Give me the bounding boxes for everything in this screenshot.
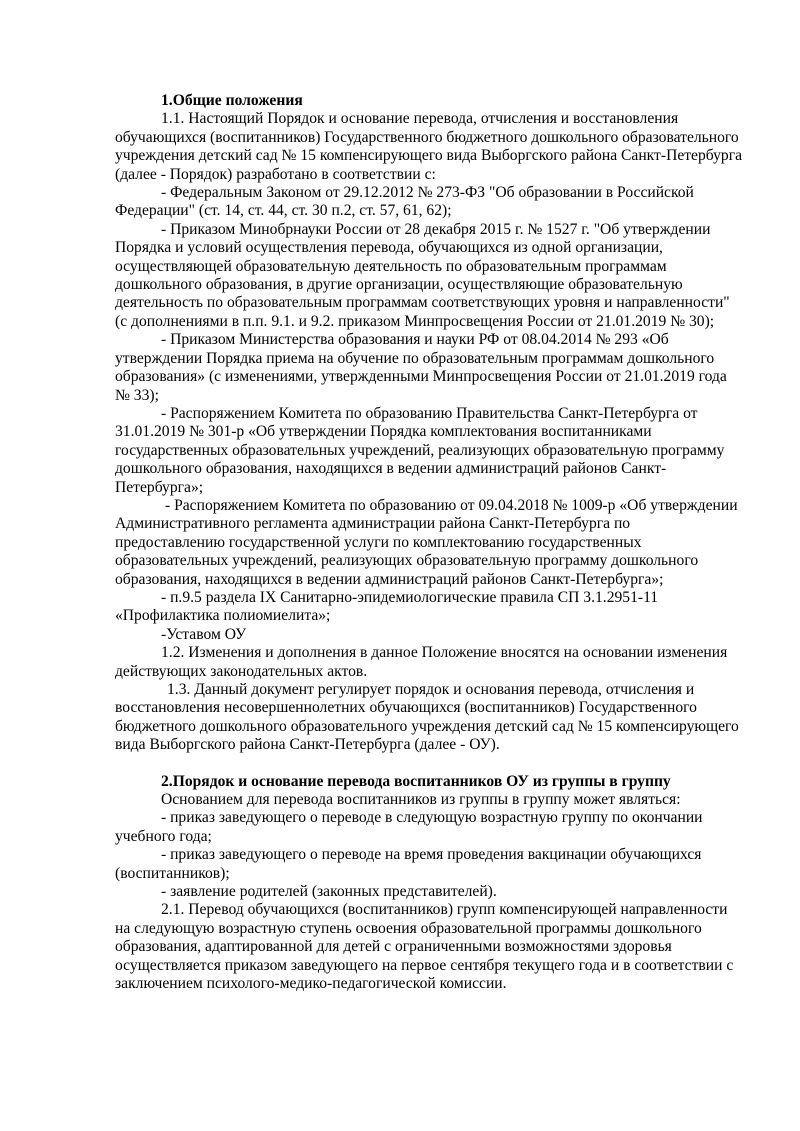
list-item-parent-application: - заявление родителей (законных представителей). (161, 883, 497, 901)
list-item-ministry-order: - Приказом Министерства образования и науки РФ от 08.04.2014 № 293 «Об утверждении Порядка приема на обучение по образовательным программам дошкольного образования» (с изменениями, утвержденными Минпросвещения России от 21.01.2019 года № 33); (115, 331, 727, 404)
list-item-sanitary-rules: - п.9.5 раздела IX Санитарно-эпидемиологические правила СП 3.1.2951-11 «Профилактика полиомиелита»; (115, 588, 659, 625)
section-2-intro: Основанием для перевода воспитанников из группы в группу может являться: (161, 791, 681, 809)
paragraph-1-2: 1.2. Изменения и дополнения в данное Положение вносятся на основании изменения действующих законодательных актов. (115, 644, 728, 680)
section-2-heading: 2.Порядок и основание перевода воспитанников ОУ из группы в группу (161, 772, 671, 790)
paragraph-1-3: 1.3. Данный документ регулирует порядок и основания перевода, отчисления и восстановления несовершеннолетних обучающихся (воспитанников) Государственного бюджетного дошкольного образовательного учреждения детский сад № 15 компенсирующего вида Выборгского района Санкт-Петербурга (далее - ОУ). (115, 681, 739, 754)
list-item-committee-order-301: - Распоряжением Комитета по образованию Правительства Санкт-Петербурга от 31.01.2019 № 301-р «Об утверждении Порядка комплектования воспитанниками государственных образовательных учреждений, реализующих образовательную программу дошкольного образования, находящихся в ведении администраций районов Санкт-Петербурга»; (115, 404, 725, 496)
list-item-federal-law: - Федеральным Законом от 29.12.2012 № 273-ФЗ "Об образовании в Российской Федерации" (ст. 14, ст. 44, ст. 30 п.2, ст. 57, 61, 62); (115, 184, 694, 220)
section-1-heading: 1.Общие положения (161, 92, 303, 109)
paragraph-1-1: 1.1. Настоящий Порядок и основание перевода, отчисления и восстановления обучающихся (воспитанников) Государственного бюджетного дошкольного образовательного учреждения детский сад № 15 компенсирующего вида Выборгского района Санкт-Петербурга (далее - Порядок) разработано в соответствии с: (115, 110, 743, 183)
list-item-age-group-transfer: - приказ заведующего о переводе в следующую возрастную группу по окончании учебного года; (115, 809, 703, 845)
document-body (115, 92, 743, 994)
list-item-vaccination-transfer: - приказ заведующего о переводе на время проведения вакцинации обучающихся (воспитанников); (115, 846, 702, 882)
list-item-minobrnauki-order: - Приказом Минобрнауки России от 28 декабря 2015 г. № 1527 г. "Об утверждении Порядка и условий осуществления перевода, обучающихся из одной организации, осуществляющей образовательную деятельность по образовательным программам дошкольного образования, в другие организации, осуществляющие образовательную деятельность по образовательным программам соответствующих уровня и направленности" (с дополнениями в п.п. 9.1. и 9.2. приказом Минпросвещения России от 21.01.2019 № 30); (115, 220, 730, 330)
section-spacer (115, 755, 743, 773)
paragraph-2-1: 2.1. Перевод обучающихся (воспитанников) групп компенсирующей направленности на следующую возрастную ступень освоения образовательной программы дошкольного образования, адаптированной для детей с ограниченными возможностями здоровья осуществляется приказом заведующего на первое сентября текущего года и в соответствии с заключением психолого-медико-педагогической комиссии. (115, 901, 734, 993)
list-item-committee-order-1009: - Распоряжением Комитета по образованию от 09.04.2018 № 1009-р «Об утверждении Административного регламента администрации района Санкт-Петербурга по предоставлению государственной услуги по комплектованию государственных образовательных учреждений, реализующих образовательную программу дошкольного образования, находящихся в ведении администраций районов Санкт-Петербурга»; (115, 496, 738, 588)
list-item-charter: -Уставом ОУ (161, 625, 247, 643)
